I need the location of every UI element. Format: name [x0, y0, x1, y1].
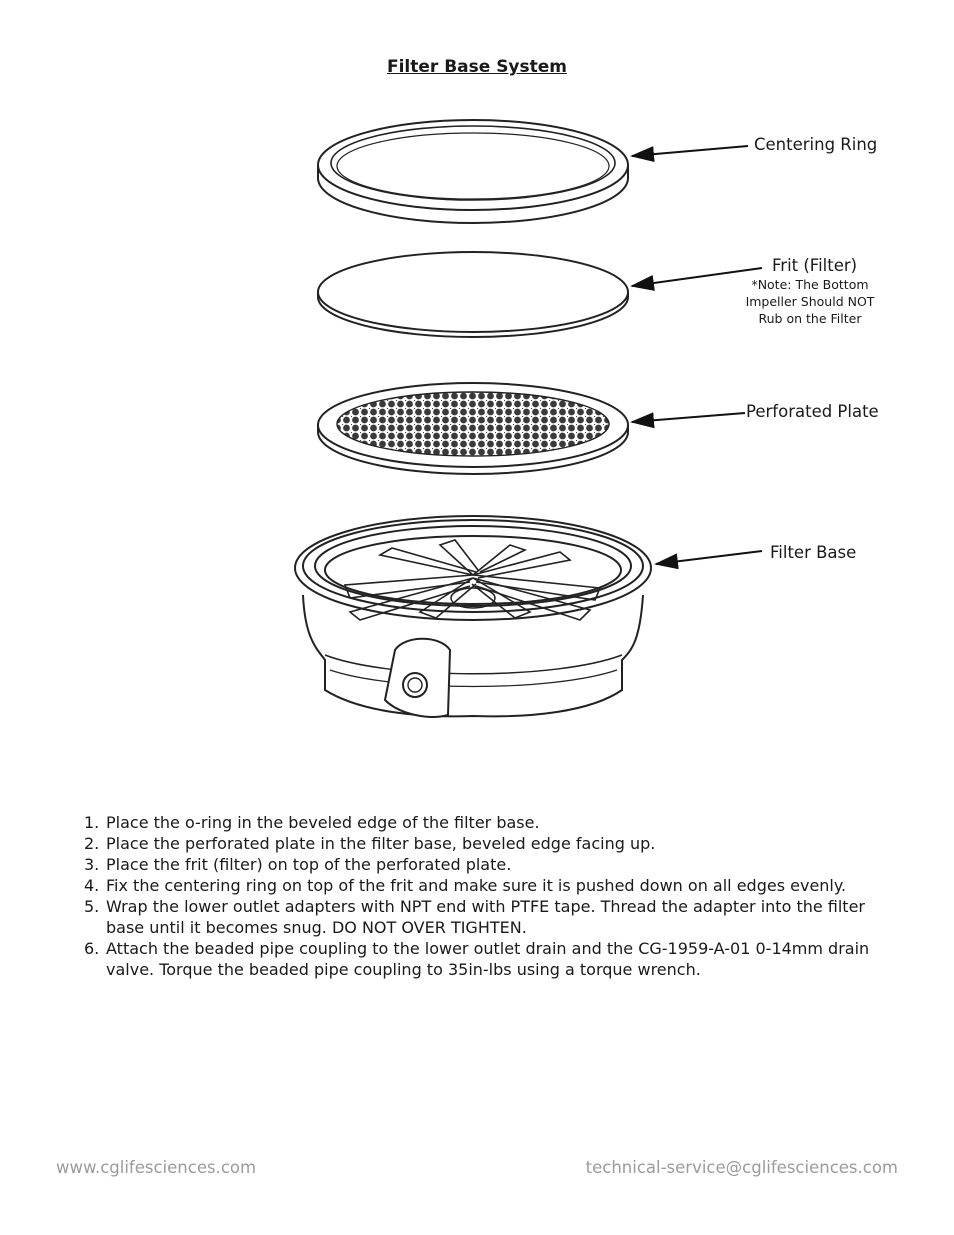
centering-ring-arrow — [632, 146, 748, 156]
step-item — [76, 833, 876, 854]
instruction-steps — [76, 812, 876, 980]
label-filter-base: Filter Base — [770, 543, 857, 562]
frit-filter-drawing — [318, 252, 628, 337]
step-number: 1. — [84, 813, 100, 832]
perforated-plate-arrow — [632, 413, 745, 422]
page-title: Filter Base System — [386, 57, 568, 77]
footer-website: www.cglifesciences.com — [56, 1158, 257, 1177]
step-number: 2. — [84, 834, 100, 853]
leader-arrows — [632, 146, 762, 564]
step-number: 5. — [84, 897, 100, 916]
label-centering-ring: Centering Ring — [754, 135, 878, 154]
centering-ring-drawing — [318, 120, 628, 223]
frit-note-line-1: *Note: The Bottom — [751, 277, 869, 292]
step-number: 3. — [84, 855, 100, 874]
step-text: Attach the beaded pipe coupling to the lower outlet drain and the CG-1959-A-01 0-14mm drain valve. Torque the beaded pipe coupling to 35in-lbs using a torque wrench. — [106, 939, 870, 979]
step-item — [76, 875, 876, 896]
step-text: Place the o-ring in the beveled edge of the filter base. — [106, 813, 540, 832]
step-text: Fix the centering ring on top of the frit and make sure it is pushed down on all edges evenly. — [106, 876, 847, 895]
step-item — [76, 812, 876, 833]
step-text: Place the frit (filter) on top of the perforated plate. — [106, 855, 512, 874]
frit-note-line-2: Impeller Should NOT — [745, 294, 875, 309]
perforated-plate-drawing — [318, 383, 628, 474]
step-number: 6. — [84, 939, 100, 958]
label-perforated-plate: Perforated Plate — [746, 402, 879, 421]
frit-note — [730, 276, 890, 327]
step-text: Place the perforated plate in the filter base, beveled edge facing up. — [106, 834, 656, 853]
label-frit: Frit (Filter) — [772, 256, 858, 275]
step-item — [76, 938, 876, 980]
footer-email: technical-service@cglifesciences.com — [585, 1158, 898, 1177]
step-text: Wrap the lower outlet adapters with NPT end with PTFE tape. Thread the adapter into the filter base until it becomes snug. DO NOT OVER TIGHTEN. — [106, 897, 865, 937]
step-number: 4. — [84, 876, 100, 895]
filter-base-arrow — [656, 551, 762, 564]
step-item — [76, 854, 876, 875]
step-item — [76, 896, 876, 938]
frit-note-line-3: Rub on the Filter — [758, 311, 862, 326]
filter-base-drawing — [295, 516, 651, 717]
